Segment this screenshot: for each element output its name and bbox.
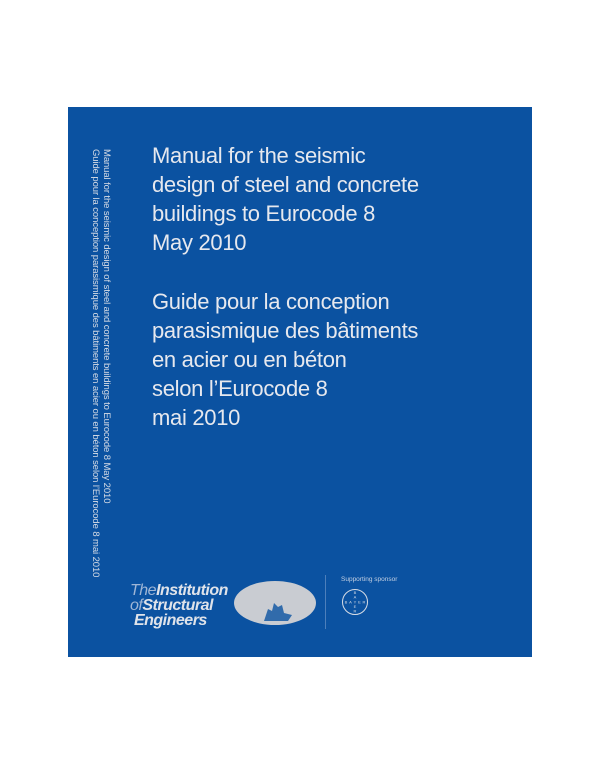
title-line: Guide pour la conception — [152, 289, 390, 314]
svg-text:A: A — [353, 594, 357, 600]
title-line: parasismique des bâtiments — [152, 318, 419, 343]
divider — [325, 575, 326, 629]
globe-emblem-icon — [234, 581, 316, 625]
cover-titles — [152, 141, 419, 432]
title-line: en acier ou en béton — [152, 347, 347, 372]
title-line: design of steel and concrete — [152, 172, 419, 197]
spine-text — [90, 149, 132, 578]
title-line: selon l’Eurocode 8 — [152, 376, 328, 401]
svg-text:A: A — [349, 599, 352, 605]
svg-text:B: B — [344, 599, 348, 605]
title-line: May 2010 — [152, 230, 247, 255]
title-line: mai 2010 — [152, 405, 241, 430]
logo-word: Engineers — [133, 612, 207, 629]
title-fr — [152, 287, 419, 432]
logo-word: Institution — [156, 582, 228, 599]
title-line: Manual for the seismic — [152, 143, 366, 168]
title-line: buildings to Eurocode 8 — [152, 201, 376, 226]
spine-title-fr: Guide pour la conception parasismique des bâtiments en acier ou en béton selon l’Eurocode 8 mai 2010 — [90, 149, 101, 578]
logo-word: The — [130, 582, 157, 599]
svg-text:R: R — [362, 599, 366, 605]
book-cover — [68, 107, 532, 657]
bayer-cross-logo-icon — [341, 588, 369, 616]
sponsor-label: Supporting sponsor — [341, 576, 398, 583]
svg-text:R: R — [353, 608, 357, 614]
svg-text:E: E — [358, 599, 361, 605]
spine-title-en: Manual for the seismic design of steel and concrete buildings to Eurocode 8 May 2010 — [101, 149, 112, 504]
svg-text:B: B — [353, 590, 357, 595]
svg-text:E: E — [353, 604, 357, 609]
logo-word: of — [130, 597, 143, 614]
svg-text:Y: Y — [353, 599, 357, 605]
title-en — [152, 141, 419, 257]
logo-word: Structural — [142, 597, 213, 614]
istructe-logo — [130, 583, 228, 628]
